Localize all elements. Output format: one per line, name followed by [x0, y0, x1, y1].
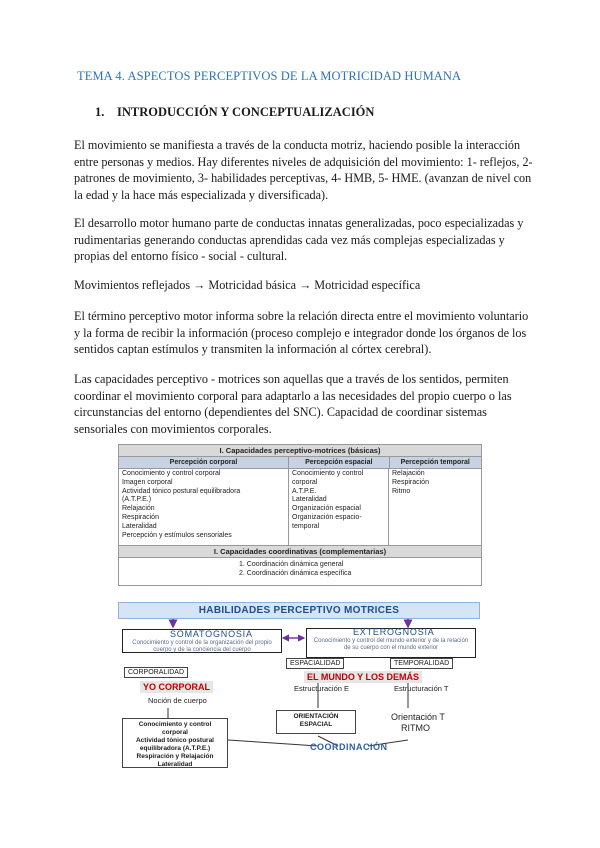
- cell: Actividad tónico postural equilibradora: [122, 487, 241, 495]
- header-temporal: Percepción temporal: [390, 457, 481, 468]
- cell: Ritmo: [392, 487, 411, 495]
- section-heading: [95, 105, 374, 120]
- section-number: 1.: [95, 105, 105, 119]
- ritmo-label: RITMO: [401, 723, 430, 733]
- corporalidad-label: CORPORALIDAD: [124, 667, 188, 678]
- cell: Conocimiento y control corporal: [122, 470, 221, 477]
- yo-corporal-label: YO CORPORAL: [140, 681, 213, 693]
- list-item: Lateralidad: [157, 761, 193, 768]
- estructuracion-t: Estructuración T: [394, 684, 449, 693]
- table-body-row: [119, 469, 481, 546]
- exterognosia-title: EXTEROGNOSIA: [353, 627, 435, 637]
- list-item: 1. Coordinación dinámica general: [239, 561, 344, 568]
- exterognosia-desc: Conocimiento y control del mundo exterior y de la relación de su cuerpo con el mundo exterior: [313, 638, 469, 651]
- cell: Percepción y estímulos sensoriales: [122, 531, 232, 539]
- col-temporal: [389, 469, 481, 545]
- cell: temporal: [292, 522, 320, 530]
- paragraph-2: El desarrollo motor humano parte de conductas innatas generalizadas, poco especializadas y rudimentarias generando conductas aprendidas cada vez más complejas especializadas y propias del entorno físico - social - cultural.: [74, 216, 524, 263]
- orientacion-espacial-box: ORIENTACIÓN ESPACIAL: [276, 710, 356, 734]
- header-espacial: Percepción espacial: [289, 457, 389, 468]
- table-band-basic: I. Capacidades perceptivo-motrices (básicas): [119, 445, 481, 457]
- coordinacion-label: COORDINACIÓN: [310, 742, 388, 752]
- orientacion-t-label: Orientación T: [391, 712, 445, 722]
- somatognosia-desc: Conocimiento y control de la organización del propio cuerpo y de la conciencia del cuerpo: [132, 640, 272, 653]
- cell: Relajación: [122, 505, 155, 513]
- corporal-components-box: [122, 718, 228, 768]
- document-title: TEMA 4. ASPECTOS PERCEPTIVOS DE LA MOTRICIDAD HUMANA: [77, 69, 462, 83]
- header-corporal: Percepción corporal: [119, 457, 289, 468]
- list-item: 2. Coordinación dinámica específica: [239, 570, 352, 577]
- list-item: Respiración y Relajación: [136, 753, 214, 760]
- section-title: INTRODUCCIÓN Y CONCEPTUALIZACIÓN: [117, 105, 375, 119]
- col-corporal: [119, 469, 289, 545]
- cell: Organización espacial: [292, 505, 361, 513]
- cell: Organización espacio-: [292, 513, 362, 521]
- cell: Respiración: [392, 478, 429, 486]
- estructuracion-e: Estructuración E: [294, 684, 350, 693]
- paragraph-4: El término perceptivo motor informa sobre la relación directa entre el movimiento voluntario y la forma de recibir la información (proceso complejo e integrador donde los órganos de los sentidos captan estímulos y transmiten la información al córtex cerebral).: [74, 309, 529, 356]
- diagram-banner: HABILIDADES PERCEPTIVO MOTRICES: [118, 602, 480, 619]
- cell: Lateralidad: [292, 496, 327, 504]
- skills-diagram: [118, 600, 480, 780]
- paragraph-3: Movimientos reflejados → Motricidad básica → Motricidad específica: [74, 278, 421, 292]
- cell: A.T.P.E.: [292, 487, 317, 495]
- cell: Lateralidad: [122, 522, 157, 530]
- cell: Conocimiento y control: [292, 470, 364, 477]
- nocion-cuerpo-label: Noción de cuerpo: [148, 696, 207, 705]
- cell: corporal: [292, 478, 318, 486]
- list-item: equilibradora (A.T.P.E.): [139, 745, 211, 752]
- coordination-list: [119, 558, 481, 578]
- espacialidad-label: ESPACIALIDAD: [286, 658, 344, 669]
- temporalidad-label: TEMPORALIDAD: [390, 658, 453, 669]
- list-item: Actividad tónico postural: [135, 737, 214, 744]
- col-espacial: [289, 469, 389, 545]
- table-band-coordinative: I. Capacidades coordinativas (complementarias): [119, 546, 481, 558]
- cell: Imagen corporal: [122, 478, 173, 486]
- paragraph-5: Las capacidades perceptivo - motrices son aquellas que a través de los sentidos, permiten coordinar el movimiento corporal para adaptarlo a las necesidades del propio cuerpo o las circunstancias del entorno (dependientes del SNC). Capacidad de coordinar sistemas sensoriales con movimientos corporales.: [74, 372, 512, 436]
- somatognosia-title: SOMATOGNOSIA: [170, 629, 253, 639]
- paragraph-1: El movimiento se manifiesta a través de la conducta motriz, haciendo posible la interacción entre personas y medios. Hay diferentes niveles de adquisición del movimiento: 1- reflejos, 2- patrones de movimiento, 3- habilidades perceptivas, 4- HMB, 5- HME. (avanzan de nivel con la edad y la hace más especializada y diversificada).: [74, 138, 533, 202]
- capacities-table: [118, 444, 482, 586]
- cell: (A.T.P.E.): [122, 496, 152, 504]
- mundo-label: EL MUNDO Y LOS DEMÁS: [304, 671, 422, 683]
- table-header-row: [119, 457, 481, 469]
- list-item: Conocimiento y control corporal: [138, 721, 212, 736]
- cell: Relajación: [392, 470, 425, 477]
- cell: Respiración: [122, 513, 159, 521]
